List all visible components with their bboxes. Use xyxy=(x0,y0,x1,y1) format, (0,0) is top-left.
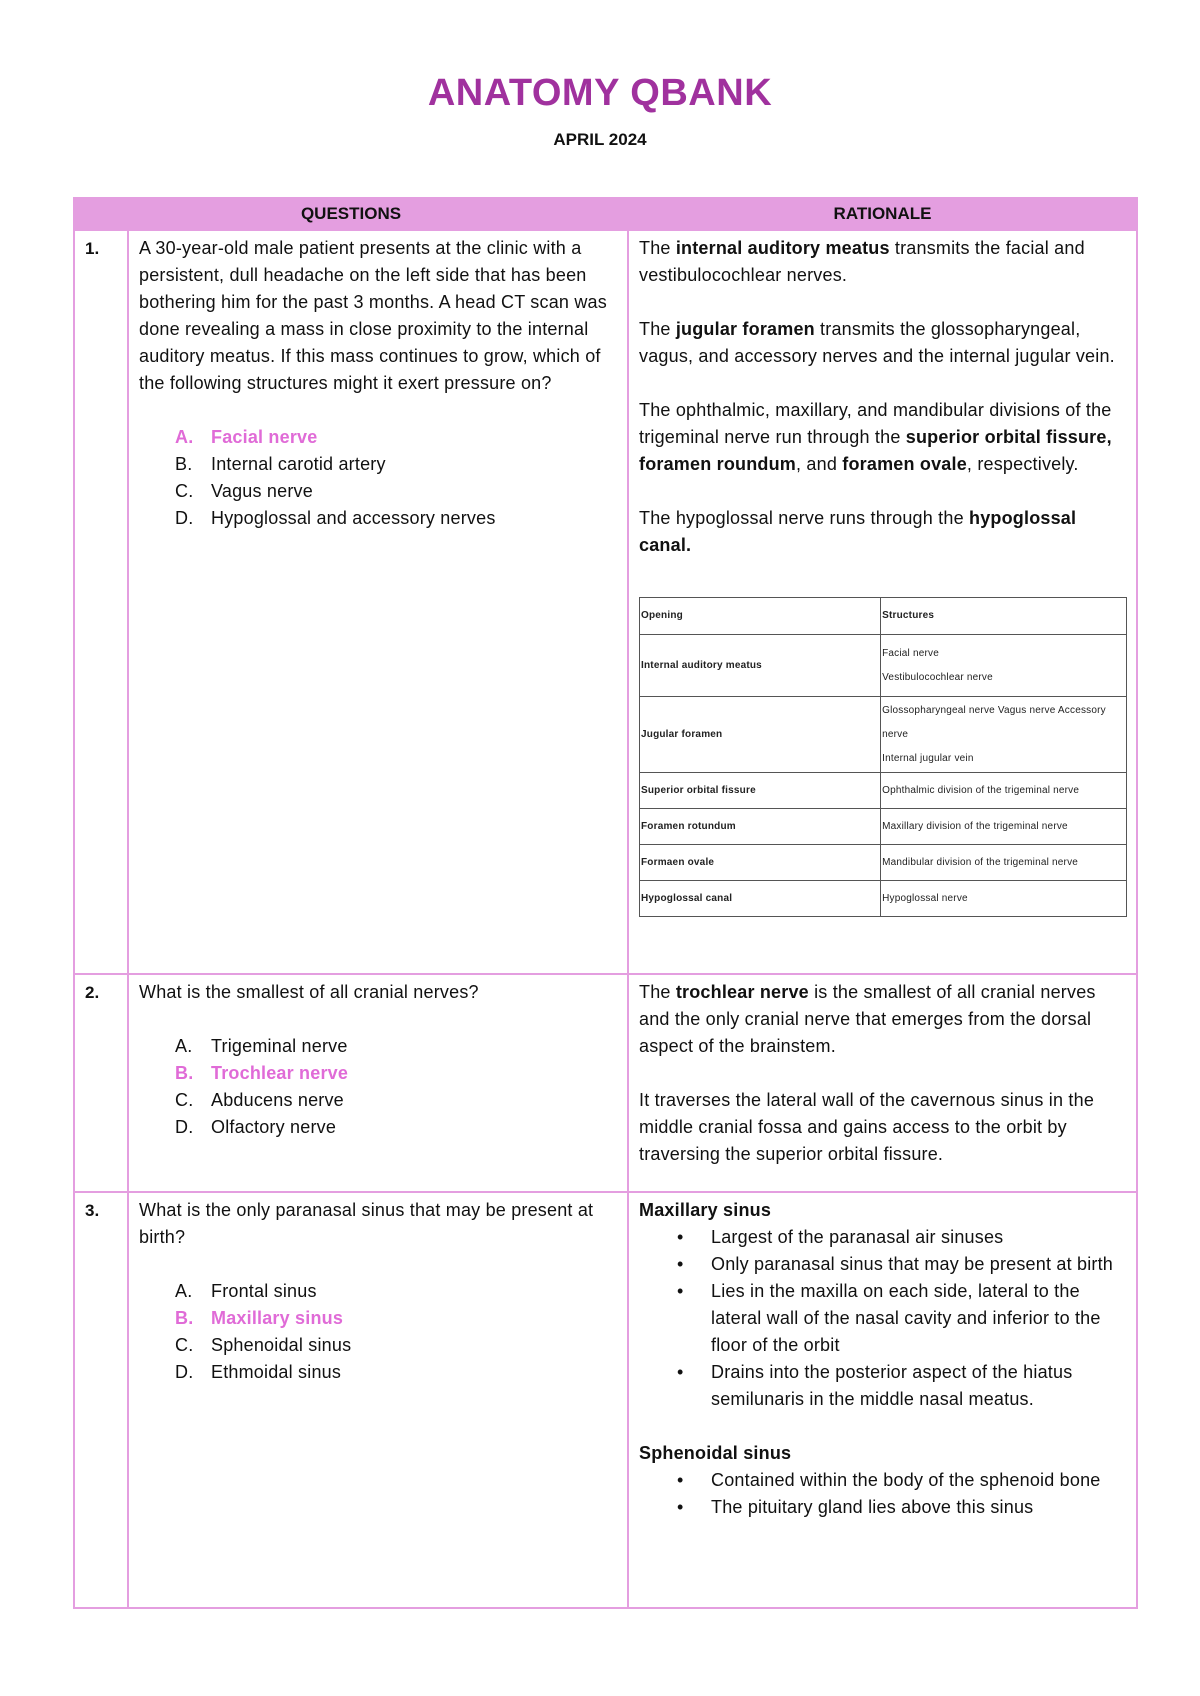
bullet-icon: • xyxy=(677,1227,684,1247)
question-cell xyxy=(128,1192,628,1608)
question-row-1 xyxy=(74,230,1137,974)
question-number: 3. xyxy=(74,1192,128,1608)
answer-options xyxy=(139,424,617,532)
rationale-paragraph: The ophthalmic, maxillary, and mandibular divisions of the trigeminal nerve run through the superior orbital fissure, foramen roundum, and foramen ovale, respectively. xyxy=(639,400,1112,474)
bullet-item: • Lies in the maxilla on each side, lateral to the lateral wall of the nasal cavity and inferior to the floor of the orbit xyxy=(675,1278,1124,1359)
bullet-item: • The pituitary gland lies above this sinus xyxy=(675,1494,1124,1521)
openings-table xyxy=(639,597,1127,917)
answer-options xyxy=(139,1033,617,1141)
question-cell xyxy=(128,230,628,974)
question-number: 1. xyxy=(74,230,128,974)
bullet-item: • Largest of the paranasal air sinuses xyxy=(675,1224,1124,1251)
bullet-icon: • xyxy=(677,1470,684,1490)
rationale-cell xyxy=(628,230,1137,974)
openings-table-row: Foramen rotundum Maxillary division of the trigeminal nerve xyxy=(640,809,1127,845)
option: A. Trigeminal nerve xyxy=(175,1036,348,1056)
option-correct: A. Facial nerve xyxy=(175,427,318,447)
qbank-table xyxy=(73,197,1138,1609)
bullet-item: • Contained within the body of the sphenoid bone xyxy=(675,1467,1124,1494)
option: D. Ethmoidal sinus xyxy=(175,1362,342,1382)
question-row-3 xyxy=(74,1192,1137,1608)
option: C. Sphenoidal sinus xyxy=(175,1335,352,1355)
answer-options xyxy=(139,1278,617,1386)
option: C. Abducens nerve xyxy=(175,1090,344,1110)
openings-table-row: Superior orbital fissure Ophthalmic division of the trigeminal nerve xyxy=(640,773,1127,809)
question-number: 2. xyxy=(74,974,128,1192)
rationale-column-header: RATIONALE xyxy=(628,198,1137,230)
option: C. Vagus nerve xyxy=(175,481,313,501)
option: B. Internal carotid artery xyxy=(175,454,386,474)
rationale-heading: Maxillary sinus xyxy=(639,1200,772,1220)
rationale-cell xyxy=(628,1192,1137,1608)
rationale-cell xyxy=(628,974,1137,1192)
rationale-paragraph: The jugular foramen transmits the glossopharyngeal, vagus, and accessory nerves and the internal jugular vein. xyxy=(639,319,1115,366)
openings-table-row: Internal auditory meatus Facial nerve Vestibulocochlear nerve xyxy=(640,635,1127,697)
bullet-icon: • xyxy=(677,1281,684,1301)
question-stem: What is the only paranasal sinus that may be present at birth? xyxy=(139,1200,594,1247)
bullet-list xyxy=(639,1467,1124,1521)
document-date: APRIL 2024 xyxy=(553,130,647,149)
bullet-list xyxy=(639,1224,1124,1413)
bullet-item: • Drains into the posterior aspect of the hiatus semilunaris in the middle nasal meatus. xyxy=(675,1359,1124,1413)
rationale-heading: Sphenoidal sinus xyxy=(639,1443,792,1463)
question-cell xyxy=(128,974,628,1192)
option: A. Frontal sinus xyxy=(175,1281,317,1301)
option-correct: B. Trochlear nerve xyxy=(175,1063,349,1083)
option: D. Olfactory nerve xyxy=(175,1117,337,1137)
option-correct: B. Maxillary sinus xyxy=(175,1308,344,1328)
bullet-icon: • xyxy=(677,1362,684,1382)
openings-table-row: Formaen ovale Mandibular division of the trigeminal nerve xyxy=(640,845,1127,881)
openings-table-row: Hypoglossal canal Hypoglossal nerve xyxy=(640,881,1127,917)
table-header-row xyxy=(74,198,1137,230)
rationale-paragraph: The internal auditory meatus transmits the facial and vestibulocochlear nerves. xyxy=(639,238,1085,285)
bullet-icon: • xyxy=(677,1497,684,1517)
rationale-paragraph: It traverses the lateral wall of the cavernous sinus in the middle cranial fossa and gains access to the orbit by traversing the superior orbital fissure. xyxy=(639,1090,1095,1164)
question-stem: What is the smallest of all cranial nerves? xyxy=(139,982,479,1002)
rationale-paragraph: The trochlear nerve is the smallest of all cranial nerves and the only cranial nerve that emerges from the dorsal aspect of the brainstem. xyxy=(639,982,1096,1056)
openings-table-row: Jugular foramen Glossopharyngeal nerve Vagus nerve Accessory nerve Internal jugular vein xyxy=(640,697,1127,773)
questions-column-header: QUESTIONS xyxy=(74,198,628,230)
option: D. Hypoglossal and accessory nerves xyxy=(175,508,496,528)
bullet-icon: • xyxy=(677,1254,684,1274)
bullet-item: • Only paranasal sinus that may be present at birth xyxy=(675,1251,1124,1278)
rationale-paragraph: The hypoglossal nerve runs through the hypoglossal canal. xyxy=(639,508,1077,555)
openings-table-header: Opening Structures xyxy=(640,598,1127,635)
question-row-2 xyxy=(74,974,1137,1192)
question-stem: A 30-year-old male patient presents at the clinic with a persistent, dull headache on the left side that has been bothering him for the past 3 months. A head CT scan was done revealing a mass in close proximity to the internal auditory meatus. If this mass continues to grow, which of the following structures might it exert pressure on? xyxy=(139,238,607,393)
document-title: ANATOMY QBANK xyxy=(427,72,773,114)
